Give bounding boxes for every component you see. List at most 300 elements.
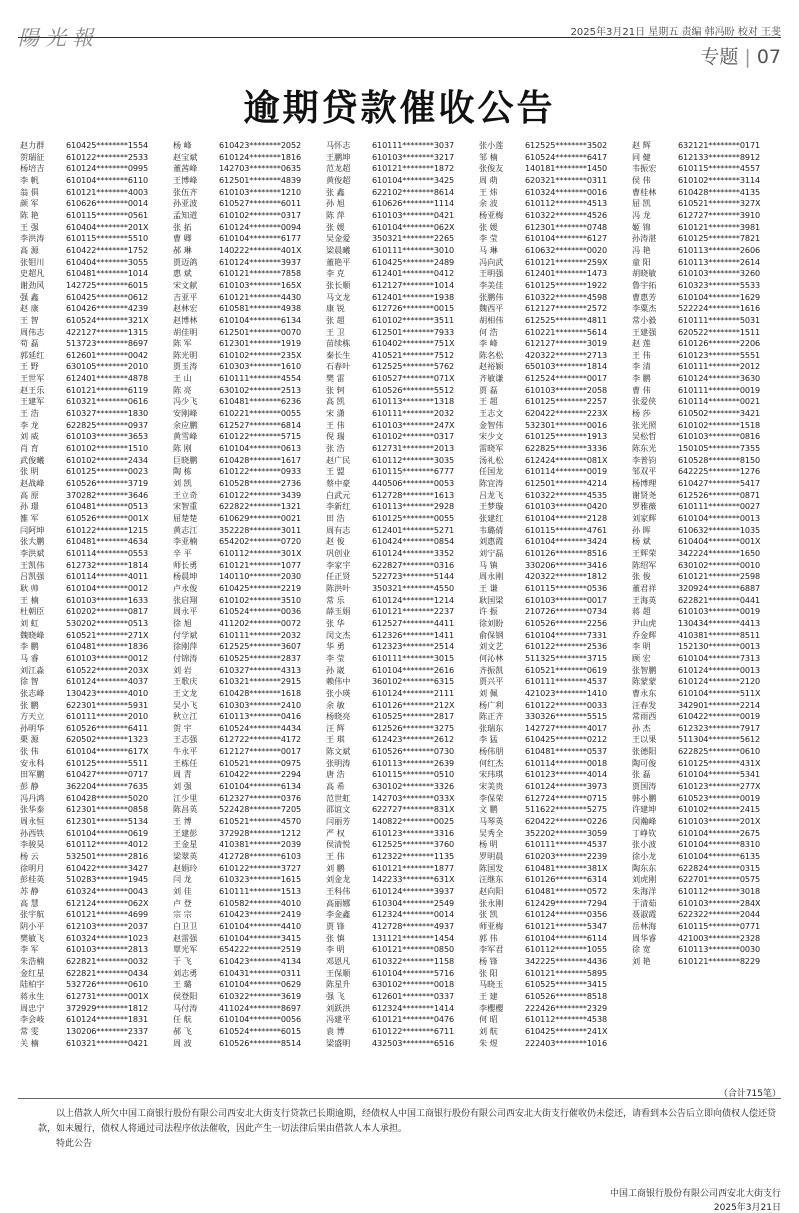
debtor-name: 杨 斌 [632,536,651,547]
debtor-id-number: 610521********271X [66,629,149,640]
debtor-name: 魏西平 [479,303,504,314]
list-item [20,758,173,770]
debtor-name: 师长勇 [173,559,198,570]
list-item [20,268,173,280]
debtor-name: 侯登阳 [173,990,198,1001]
debtor-id-number: 612322********1135 [372,851,455,862]
debtor-id-number: 610104********6134 [219,314,302,325]
list-item [479,268,632,280]
debtor-name: 王辉荣 [632,547,657,558]
list-item [20,839,173,851]
list-item [20,233,173,245]
debtor-id-number: 642225********1276 [678,466,761,477]
list-item [20,665,173,677]
debtor-name: 高 原 [20,489,39,500]
debtor-id-number: 610102********235X [219,349,302,360]
debtor-id-number: 622827********0316 [372,559,455,570]
debtor-id-number: 610103********284X [678,897,761,908]
debtor-id-number: 610124********3630 [678,373,761,384]
debtor-id-number: 610103********0019 [678,606,761,617]
list-item [326,793,479,805]
list-item [20,257,173,269]
list-item [326,863,479,875]
debtor-name: 刘家辉 [632,513,657,523]
debtor-name: 强 飞 [326,990,345,1001]
debtor-id-number: 612326********1411 [372,629,455,640]
debtor-id-number: 612728********1613 [372,489,455,500]
list-item [20,327,173,339]
list-item [173,851,326,863]
debtor-name: 樊 雷 [326,373,345,384]
list-item [20,548,173,560]
debtor-name: 张 媛 [326,221,345,232]
debtor-id-number: 610125********5511 [66,757,149,768]
debtor-name: 郭 伟 [479,932,498,943]
list-item [326,163,479,175]
debtor-name: 赵广民 [326,454,351,465]
debtor-id-number: 630102********0018 [372,979,455,990]
debtor-name: 田 浩 [326,513,345,523]
debtor-name: 关 楠 [20,1037,39,1048]
debtor-name: 栗 源 [20,734,39,745]
list-item [632,956,785,968]
debtor-name: 宋少文 [479,431,504,442]
debtor-name: 张宇航 [20,909,45,920]
list-item [479,653,632,665]
debtor-id-number: 610522********203X [66,664,149,675]
debtor-id-number: 510283********1945 [66,874,149,885]
debtor-id-number: 511304********5612 [678,734,761,745]
debtor-id-number: 130434********4413 [678,617,761,628]
list-item [173,536,326,548]
debtor-id-number: 610102********1510 [66,443,149,454]
list-item [479,245,632,257]
list-item [173,1014,326,1026]
debtor-id-number: 612601********0042 [66,349,149,360]
debtor-name: 谢劲风 [20,279,45,290]
debtor-name: 王栋任 [173,757,198,768]
debtor-id-number: 610112********4513 [525,198,608,209]
debtor-name: 王凯伟 [20,559,45,570]
debtor-id-number: 610123********277X [678,781,761,792]
list-column [326,140,479,1049]
list-item [173,163,326,175]
list-item [173,408,326,420]
list-item [20,490,173,502]
debtor-id-number: 622102********8614 [372,186,455,197]
debtor-id-number: 630102********3326 [372,781,455,792]
list-item [20,583,173,595]
debtor-id-number: 610323********1615 [219,874,302,885]
debtor-name: 王志文 [479,408,504,419]
list-item [326,665,479,677]
list-item [173,443,326,455]
debtor-id-number: 610113********0030 [678,944,761,955]
list-item [632,781,785,793]
list-item [479,618,632,630]
list-item [20,793,173,805]
debtor-name: 周 青 [173,769,192,780]
list-item [632,630,785,642]
debtor-id-number: 612401********1938 [372,291,455,302]
debtor-name: 马怀志 [326,140,351,150]
list-item [20,734,173,746]
debtor-name: 陈光明 [173,349,198,360]
list-item [173,455,326,467]
debtor-name: 姬 锦 [632,221,651,232]
debtor-name: 黄志江 [173,524,198,535]
list-item [632,501,785,513]
debtor-id-number: 320924********6887 [678,582,761,593]
debtor-name: 李美佳 [479,279,504,290]
list-item [326,816,479,828]
debtor-id-number: 610114********0553 [66,547,149,558]
debtor-name: 吉亚平 [173,291,198,302]
debtor-name: 苟 磊 [20,338,39,349]
debtor-name: 何红杰 [479,757,504,768]
debtor-name: 王海英 [632,594,657,605]
debtor-id-number: 612501********7933 [372,326,455,337]
debtor-name: 任国龙 [479,466,504,477]
list-item [326,1026,479,1038]
list-item [20,478,173,490]
top-divider [18,37,781,38]
debtor-name: 董茜峰 [173,163,198,174]
debtor-id-number: 610114********0021 [678,396,761,407]
debtor-name: 彭 静 [20,781,39,792]
debtor-id-number: 610323********5533 [678,279,761,290]
debtor-name: 常小毅 [632,314,657,325]
list-item [173,630,326,642]
debtor-name: 刘 岩 [173,664,192,675]
list-item [173,152,326,164]
debtor-name: 杨博理 [632,478,657,489]
debtor-id-number: 610121********5347 [525,920,608,931]
debtor-name: 王梦璇 [479,501,504,512]
list-item [20,688,173,700]
debtor-id-number: 610121********8229 [678,955,761,966]
list-item [326,700,479,712]
list-item [173,641,326,653]
list-item [479,548,632,560]
list-item [20,455,173,467]
debtor-id-number: 140222********401X [219,244,302,255]
debtor-name: 金红星 [20,967,45,978]
debtor-name: 常 雯 [20,1025,39,1036]
debtor-name: 刘跃洪 [326,1002,351,1013]
list-item [20,396,173,408]
list-item [632,327,785,339]
debtor-id-number: 420322********2713 [525,349,608,360]
debtor-name: 刘文艺 [479,641,504,652]
list-item [632,793,785,805]
debtor-name: 俞保钢 [479,629,504,640]
debtor-id-number: 610427********5417 [678,478,761,489]
list-item [632,676,785,688]
debtor-id-number: 612524********0017 [525,373,608,384]
list-item [479,478,632,490]
list-item [632,443,785,455]
debtor-id-number: 610103********0421 [372,209,455,220]
debtor-id-number: 130423********4010 [66,687,149,698]
debtor-id-number: 610521********0619 [525,664,608,675]
list-item [326,536,479,548]
debtor-name: 贾兴平 [479,676,504,687]
list-item [632,536,785,548]
debtor-id-number: 522723********5144 [372,571,455,582]
debtor-name: 魏晓峰 [20,629,45,640]
dateline: 2025年3月21日 星期五 责编 韩冯盼 校对 王斐 [570,27,781,38]
debtor-id-number: 610112********3018 [678,886,761,896]
debtor-name: 李 鹏 [20,641,39,652]
debtor-name: 赵雷强 [173,932,198,943]
debtor-name: 刘志勇 [173,967,198,978]
debtor-name: 李洪斌 [20,547,45,558]
debtor-name: 何 浩 [479,326,498,337]
debtor-name: 孙 璟 [20,501,39,512]
list-item [632,303,785,315]
debtor-name: 邓恩凡 [326,955,351,966]
debtor-id-number: 610404********001X [678,536,761,547]
debtor-id-number: 610121********1877 [372,862,455,873]
debtor-name: 秦长生 [326,349,351,360]
list-item [173,373,326,385]
list-item [173,618,326,630]
debtor-name: 付锦涛 [173,652,198,663]
list-item [632,571,785,583]
debtor-name: 王建强 [632,326,657,337]
list-item [326,839,479,851]
debtor-id-number: 610425********241X [525,1025,608,1036]
list-item [173,944,326,956]
list-item [479,175,632,187]
debtor-id-number: 610103********0420 [525,501,608,512]
debtor-id-number: 610425********0212 [525,734,608,745]
list-item [326,385,479,397]
debtor-id-number: 610111********3015 [372,652,455,663]
debtor-name: 覃光军 [173,944,198,955]
debtor-name: 汪春发 [632,699,657,710]
list-item [326,268,479,280]
debtor-name: 李亚楠 [173,536,198,547]
debtor-id-number: 372928********1212 [219,827,302,838]
list-item [479,466,632,478]
list-item [326,734,479,746]
debtor-id-number: 610122********5715 [219,431,302,442]
debtor-name: 师亚梅 [479,920,504,931]
debtor-name: 张 明 [20,466,39,477]
debtor-id-number: 622727********831X [372,804,455,815]
debtor-id-number: 610423********4134 [219,955,302,966]
list-item [326,478,479,490]
debtor-name: 何 昭 [479,1014,498,1025]
debtor-name: 秋立江 [173,711,198,722]
debtor-name: 许 振 [479,606,498,617]
debtor-id-number: 610104********511X [678,687,761,698]
debtor-name: 冯向武 [479,256,504,267]
debtor-id-number: 610114********0018 [525,757,608,768]
debtor-id-number: 610104********6135 [678,851,761,862]
debtor-id-number: 610121********1077 [219,559,302,570]
list-item [326,804,479,816]
list-item [326,979,479,991]
debtor-name: 宋玮琪 [479,769,504,780]
list-item [632,175,785,187]
total-count: （合计715笔） [718,1089,781,1099]
debtor-name: 刘 佩 [479,687,498,698]
debtor-id-number: 612722********4172 [219,734,302,745]
list-item [20,979,173,991]
debtor-name: 金智伟 [479,419,504,430]
list-item [479,490,632,502]
debtor-name: 刘 虹 [20,617,39,628]
list-item [479,933,632,945]
debtor-id-number: 650103********1814 [525,361,608,372]
debtor-id-number: 610103********201X [678,816,761,827]
list-item [479,210,632,222]
debtor-id-number: 612525********3760 [372,839,455,850]
debtor-id-number: 412728********4937 [372,920,455,931]
list-item [20,898,173,910]
debtor-name: 陶可俊 [632,757,657,768]
debtor-name: 刘金龙 [326,874,351,885]
debtor-name: 王科伟 [326,886,351,896]
debtor-id-number: 612732********1814 [66,559,149,570]
list-item [173,1026,326,1038]
debtor-id-number: 362204********7635 [66,781,149,792]
list-item [20,303,173,315]
debtor-name: 徐明月 [20,862,45,873]
list-item [20,595,173,607]
debtor-name: 罗雅薇 [632,501,657,512]
list-item [479,303,632,315]
list-item [173,280,326,292]
debtor-id-number: 610111********0019 [678,384,761,395]
debtor-name: 张长顺 [326,279,351,290]
list-column [173,140,326,1049]
list-item [479,536,632,548]
list-item [632,816,785,828]
debtor-id-number: 610103********2813 [66,944,149,955]
list-item [479,292,632,304]
list-item [479,839,632,851]
debtor-name: 李 清 [632,361,651,372]
list-item [20,641,173,653]
debtor-id-number: 610521********4570 [219,816,302,827]
debtor-name: 王 卫 [326,326,345,337]
list-item [173,327,326,339]
debtor-id-number: 610502********3421 [678,408,761,419]
list-item [632,385,785,397]
list-item [173,478,326,490]
debtor-id-number: 610125********7821 [678,233,761,244]
debtor-id-number: 620422********0226 [525,816,608,827]
debtor-id-number: 610103********2058 [525,384,608,395]
debtor-name: 杜朝臣 [20,606,45,617]
debtor-name: 吕龙飞 [479,489,504,500]
debtor-name: 李会岐 [20,1014,45,1025]
debtor-name: 李 峰 [479,338,498,349]
list-item [632,268,785,280]
debtor-id-number: 610104********0613 [219,443,302,454]
list-item [326,595,479,607]
debtor-name: 康 锐 [326,303,345,314]
debtor-name: 杨亚梅 [479,209,504,220]
debtor-name: 李櫻櫻 [479,1002,504,1013]
debtor-id-number: 654222********2519 [219,944,302,955]
debtor-id-number: 612324********1414 [372,1002,455,1013]
debtor-id-number: 610121********2237 [372,606,455,617]
debtor-name: 王歌庆 [173,676,198,687]
debtor-name: 陈洪叶 [326,582,351,593]
list-item [20,676,173,688]
list-item [632,851,785,863]
debtor-id-number: 610121********4003 [66,186,149,197]
list-item [632,583,785,595]
debtor-name: 张 浩 [326,443,345,454]
debtor-id-number: 612401********0412 [372,268,455,279]
debtor-id-number: 610115********0561 [66,209,149,220]
debtor-name: 张永刚 [479,897,504,908]
debtor-id-number: 610125********431X [678,757,761,768]
list-item [326,280,479,292]
list-item [632,420,785,432]
debtor-id-number: 610526********2256 [525,617,608,628]
debtor-id-number: 610112********4538 [525,1014,608,1025]
list-item [326,350,479,362]
debtor-id-number: 610525********3415 [525,979,608,990]
debtor-name: 周永平 [173,606,198,617]
list-item [326,560,479,572]
list-item [479,233,632,245]
list-item [20,1038,173,1050]
debtor-id-number: 612525********3502 [525,140,608,150]
list-item [20,152,173,164]
list-item [173,233,326,245]
list-item [20,886,173,898]
debtor-name: 谢贤尧 [632,489,657,500]
list-item [632,513,785,525]
debtor-id-number: 610104********7331 [525,629,608,640]
list-item [479,968,632,980]
debtor-id-number: 612601********0337 [372,990,455,1001]
list-item [173,700,326,712]
debtor-id-number: 330326********5515 [525,711,608,722]
debtor-name: 张 媛 [479,221,498,232]
debtor-name: 冯少飞 [173,396,198,407]
debtor-id-number: 610123********3316 [372,827,455,838]
debtor-name: 马 镇 [479,559,498,570]
debtor-id-number: 612731********001X [66,990,149,1001]
debtor-name: 赵 辉 [632,140,651,150]
debtor-id-number: 610425********1554 [66,140,149,150]
list-item [20,501,173,513]
debtor-id-number: 610425********0612 [66,291,149,302]
debtor-id-number: 610122********2533 [66,151,149,162]
debtor-id-number: 532726********0610 [66,979,149,990]
list-item [326,338,479,350]
debtor-name: 陈 萍 [326,209,345,220]
list-item [326,373,479,385]
debtor-id-number: 330206********3416 [525,559,608,570]
debtor-name: 杨晨坤 [173,571,198,582]
debtor-id-number: 622322********2044 [678,909,761,920]
debtor-name: 王文龙 [173,687,198,698]
list-item [20,956,173,968]
list-item [326,886,479,898]
debtor-id-number: 610481********1836 [66,641,149,652]
debtor-name: 乔金辉 [632,629,657,640]
